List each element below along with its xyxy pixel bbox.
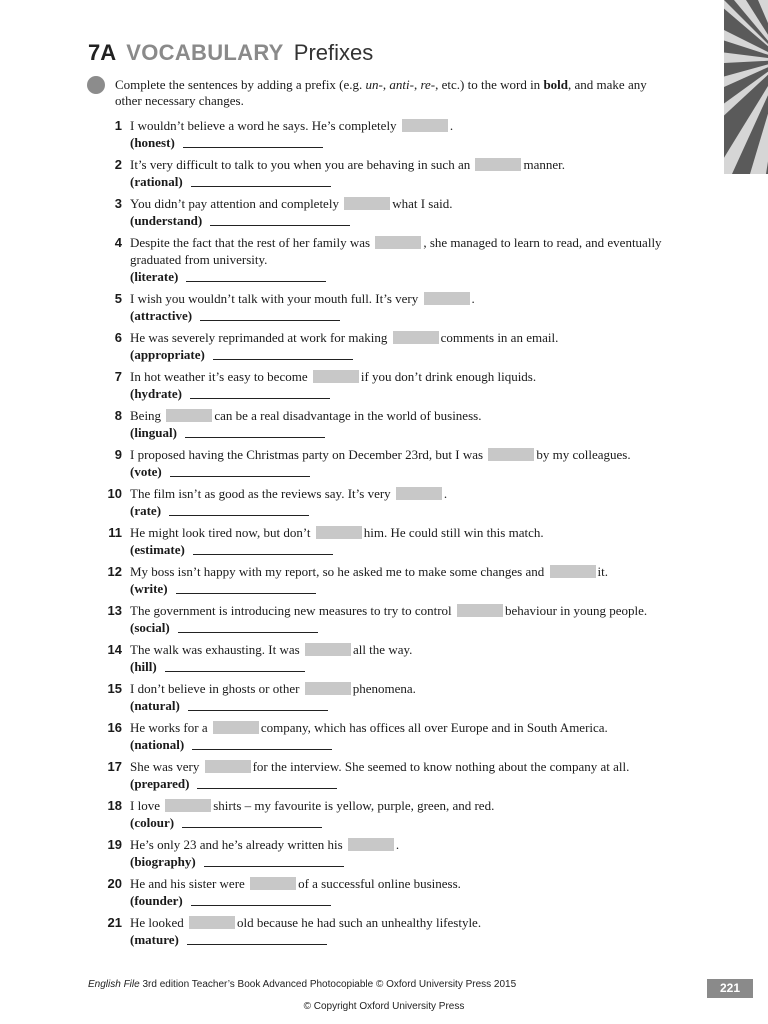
cue-word: (prepared) [130,776,190,791]
section-name: VOCABULARY [126,40,284,65]
answer-line[interactable] [185,425,325,438]
footer-credit-text: 3rd edition Teacher’s Book Advanced Photocopiable © Oxford University Press 2015 [139,979,517,990]
blank-gap [305,643,351,656]
cue-word: (rate) [130,503,162,518]
corner-sunburst-decoration [724,0,768,174]
example-prefix: anti- [389,77,414,92]
item-number: 11 [108,525,122,540]
answer-line[interactable] [210,213,350,226]
item-sentence [130,485,715,519]
sentence-before: He works for a [130,720,208,735]
item-sentence [130,117,715,151]
blank-gap [550,565,596,578]
sentence-after: , she managed to learn to read, and eventually graduated from university. [130,235,662,267]
cue-word: (estimate) [130,542,185,557]
sentence-after: . [471,291,475,306]
item-number: 12 [107,564,122,579]
sentence-after: for the interview. She seemed to know nothing about the company at all. [252,759,630,774]
blank-gap [316,526,362,539]
sentence-before: I wish you wouldn’t talk with your mouth full. It’s very [130,291,419,306]
topic-name: Prefixes [293,40,374,65]
item-number: 3 [114,196,122,211]
blank-gap [305,682,351,695]
item-sentence [130,914,715,948]
item-number: 6 [114,330,122,345]
sentence-after: of a successful online business. [298,876,461,891]
sentence-after: by my colleagues. [536,447,631,462]
blank-gap [396,487,442,500]
item-sentence [130,875,715,909]
item-number: 4 [114,235,122,250]
answer-line[interactable] [178,620,318,633]
cue-word: (national) [130,737,185,752]
blank-gap [402,119,448,132]
example-prefix: re- [420,77,436,92]
item-number: 17 [107,759,122,774]
sentence-after: manner. [523,157,565,172]
item-sentence [130,719,715,753]
cue-word: (attractive) [130,308,193,323]
item-number: 14 [107,642,122,657]
answer-line[interactable] [183,135,323,148]
blank-gap [475,158,521,171]
item-number: 19 [107,837,122,852]
instructions [115,77,675,109]
item-sentence [130,234,715,285]
answer-line[interactable] [192,737,332,750]
item-sentence [130,524,715,558]
sentence-before: He and his sister were [130,876,245,891]
sentence-after: . [443,486,448,501]
blank-gap [348,838,394,851]
sentence-after: behaviour in young people. [504,603,648,618]
sentence-before: I love [130,798,160,813]
sentence-after: phenomena. [352,681,416,696]
sentence-after: him. He could still win this match. [363,525,544,540]
instruction-text: Complete the sentences by adding a prefix (e.g. [115,77,366,92]
answer-line[interactable] [190,386,330,399]
answer-line[interactable] [193,542,333,555]
footer-credit [88,979,516,990]
item-number: 1 [114,118,122,133]
blank-gap [205,760,251,773]
item-number: 9 [114,447,122,462]
cue-word: (biography) [130,854,196,869]
item-sentence [130,156,715,190]
answer-line[interactable] [191,174,331,187]
sentence-before: The government is introducing new measures to try to control [130,603,452,618]
blank-gap [457,604,503,617]
item-number: 18 [107,798,122,813]
blank-gap [375,236,421,249]
page-title [88,40,373,70]
sentence-before: Despite the fact that the rest of her family was [130,235,371,250]
item-sentence [130,329,715,363]
cue-word: (appropriate) [130,347,205,362]
blank-gap [250,877,296,890]
item-number: 10 [107,486,122,501]
sentence-before: He was severely reprimanded at work for making [130,330,388,345]
unit-code: 7A [88,40,117,65]
item-number: 21 [107,915,122,930]
blank-gap [213,721,259,734]
answer-line[interactable] [187,932,327,945]
sentence-before: The walk was exhausting. It was [130,642,300,657]
answer-line[interactable] [197,776,337,789]
sentence-after: what I said. [392,196,453,211]
blank-gap [313,370,359,383]
sentence-before: I proposed having the Christmas party on December 23rd, but I was [130,447,484,462]
instruction-separator: , [382,77,390,92]
item-number: 2 [114,157,122,172]
answer-line[interactable] [188,698,328,711]
sentence-before: In hot weather it’s easy to become [130,369,308,384]
answer-line[interactable] [170,464,310,477]
sentence-after: all the way. [352,642,413,657]
item-number: 20 [107,876,122,891]
sentence-after: company, which has offices all over Europe and in South America. [260,720,608,735]
answer-line[interactable] [186,269,326,282]
cue-word: (understand) [130,213,203,228]
cue-word: (mature) [130,932,179,947]
blank-gap [488,448,534,461]
item-sentence [130,407,715,441]
item-sentence [130,836,715,870]
sentence-before: She was very [130,759,200,774]
page-number: 221 [707,979,753,998]
sentence-before: You didn’t pay attention and completely [130,196,339,211]
cue-word: (honest) [130,135,175,150]
cue-word: (founder) [130,893,183,908]
blank-gap [189,916,235,929]
item-number: 8 [114,408,122,423]
example-prefix: un- [365,77,383,92]
item-sentence [130,446,715,480]
sentence-before: He’s only 23 and he’s already written his [130,837,343,852]
sentence-after: . [449,118,454,133]
book-title: English File [88,979,140,990]
blank-gap [344,197,390,210]
item-sentence [130,563,715,597]
blank-gap [165,799,211,812]
instruction-text: , etc.) to the word in [435,77,544,92]
item-number: 7 [114,369,122,384]
sentence-before: It’s very difficult to talk to you when you are behaving in such an [130,157,471,172]
answer-line[interactable] [204,854,344,867]
sentence-after: can be a real disadvantage in the world of business. [214,408,482,423]
blank-gap [393,331,439,344]
sentence-after: shirts – my favourite is yellow, purple, green, and red. [213,798,495,813]
sentence-before: Being [130,408,162,423]
cue-word: (natural) [130,698,180,713]
cue-word: (social) [130,620,170,635]
sentence-after: it. [597,564,608,579]
item-sentence [130,602,715,636]
sentence-before: He might look tired now, but don’t [130,525,311,540]
item-sentence [130,641,715,675]
sentence-before: I wouldn’t believe a word he says. He’s completely [130,118,397,133]
sentence-after: . [395,837,400,852]
cue-word: (literate) [130,269,179,284]
blank-gap [166,409,212,422]
cue-word: (write) [130,581,168,596]
answer-line[interactable] [213,347,353,360]
item-number: 15 [107,681,122,696]
answer-line[interactable] [165,659,305,672]
sentence-after: if you don’t drink enough liquids. [360,369,537,384]
answer-line[interactable] [176,581,316,594]
answer-line[interactable] [191,893,331,906]
sentence-before: The film isn’t as good as the reviews say. It’s very [130,486,391,501]
cue-word: (hydrate) [130,386,182,401]
item-sentence [130,195,715,229]
sentence-after: old because he had such an unhealthy lifestyle. [237,915,482,930]
copyright-line: © Copyright Oxford University Press [303,1001,465,1012]
item-number: 16 [107,720,122,735]
sentence-before: I don’t believe in ghosts or other [130,681,300,696]
sentence-after: comments in an email. [440,330,559,345]
item-sentence [130,368,715,402]
item-sentence [130,758,715,792]
cue-word: (rational) [130,174,183,189]
cue-word: (lingual) [130,425,177,440]
answer-line[interactable] [169,503,309,516]
item-sentence [130,797,715,831]
cue-word: (hill) [130,659,157,674]
cue-word: (vote) [130,464,162,479]
item-sentence [130,290,715,324]
answer-line[interactable] [200,308,340,321]
item-sentence [130,680,715,714]
blank-gap [424,292,470,305]
item-number: 5 [114,291,122,306]
cue-word: (colour) [130,815,175,830]
instruction-text: , and make any other necessary changes. [115,77,647,108]
instruction-bold-word: bold [543,77,569,92]
instruction-bullet-icon [87,76,105,94]
item-number: 13 [107,603,122,618]
sentence-before: My boss isn’t happy with my report, so he asked me to make some changes and [130,564,545,579]
answer-line[interactable] [182,815,322,828]
instruction-separator: , [413,77,421,92]
sentence-before: He looked [130,915,184,930]
